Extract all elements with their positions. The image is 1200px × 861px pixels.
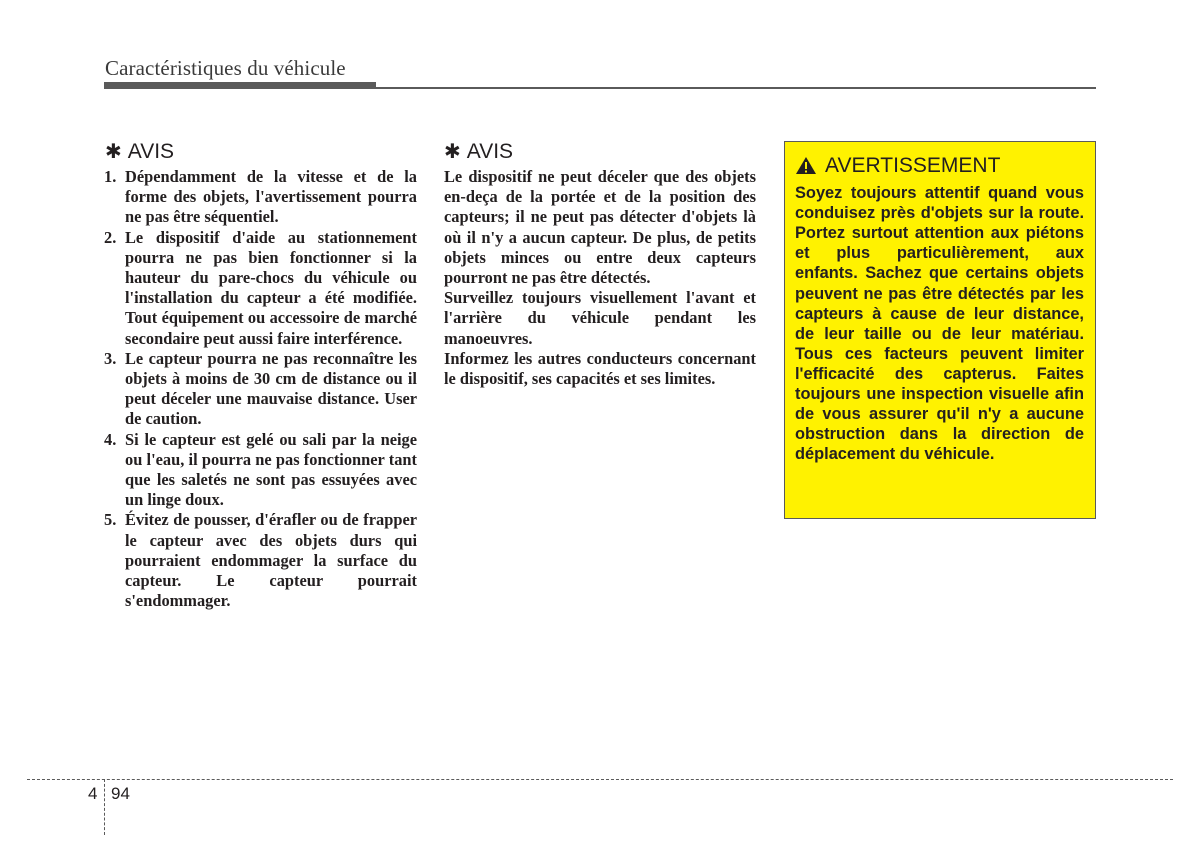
- notice-paragraph: Le dispositif ne peut déceler que des objets en-deça de la portée et de la position des capteurs; il ne peut pas détecter d'objets là où il n'y a aucun capteur. De plus, de petits objets minces ou entre deux capteurs pourront ne pas être détectés.: [444, 167, 756, 288]
- list-item-text: Si le capteur est gelé ou sali par la neige ou l'eau, il pourra ne pas fonctionner tant que les saletés ne sont pas essuyées avec un linge doux.: [125, 429, 417, 510]
- list-item-text: Le dispositif d'aide au stationnement pourra ne pas bien fonctionner si la hauteur du pare-chocs du véhicule ou l'installation du capteur a été modifiée. Tout équipement ou accessoire de marché secondaire peut aussi faire interférence.: [125, 227, 417, 348]
- list-item-number: 1.: [104, 167, 117, 186]
- asterisk-icon: ✱: [444, 140, 461, 163]
- list-item-number: 4.: [104, 429, 117, 449]
- notice-list: [104, 167, 417, 611]
- list-item: [104, 167, 417, 228]
- chapter-number: 4: [88, 784, 98, 803]
- warning-box: [784, 141, 1096, 519]
- warning-heading: [795, 154, 1084, 177]
- list-item: [104, 228, 417, 349]
- notice-heading-label: AVIS: [466, 140, 514, 163]
- notice-paragraph: Surveillez toujours visuellement l'avant et l'arrière du véhicule pendant les manoeuvres.: [444, 288, 756, 348]
- notice-heading-1: [105, 141, 174, 162]
- page-header-title: Caractéristiques du véhicule: [105, 56, 346, 80]
- list-item-number: 3.: [104, 348, 117, 368]
- notice-heading-label: AVIS: [127, 140, 175, 163]
- list-item-number: 5.: [104, 510, 117, 530]
- list-item-number: 2.: [104, 227, 117, 247]
- page-number: 94: [111, 784, 130, 803]
- warning-triangle-icon: [795, 156, 817, 175]
- footer-rule: [27, 779, 1173, 780]
- list-item: [104, 510, 417, 611]
- footer-divider: [104, 779, 105, 835]
- notice-paragraph: Informez les autres conducteurs concernant le dispositif, ses capacités et ses limites.: [444, 348, 756, 389]
- list-item-text: Évitez de pousser, d'érafler ou de frapper le capteur avec des objets durs qui pourraient endommager la surface du capteur. Le capteur pourrait s'endommager.: [125, 510, 417, 611]
- notice-body: [444, 167, 756, 389]
- notice-heading-2: [444, 141, 513, 162]
- warning-body: Soyez toujours attentif quand vous conduisez près d'objets sur la route. Portez surtout attention aux piétons et plus particulièrement, aux enfants. Sachez que certains objets peuvent ne pas être détectés par les capteurs à cause de leur distance, de leur taille ou de leur matériau. Tous ces facteurs peuvent limiter l'efficacité des capterus. Faites toujours une inspection visuelle afin de vous assurer qu'il n'y a aucune obstruction dans la direction de déplacement du véhicule.: [795, 184, 1084, 464]
- list-item-text: Dépendamment de la vitesse et de la forme des objets, l'avertissement pourra ne pas être séquentiel.: [125, 167, 417, 227]
- header-rule: [104, 87, 1096, 89]
- list-item: [104, 430, 417, 511]
- list-item-text: Le capteur pourra ne pas reconnaître les objets à moins de 30 cm de distance ou il peut déceler une mauvaise distance. User de caution.: [125, 348, 417, 429]
- warning-heading-label: AVERTISSEMENT: [825, 154, 1001, 177]
- asterisk-icon: ✱: [105, 140, 122, 163]
- list-item: [104, 349, 417, 430]
